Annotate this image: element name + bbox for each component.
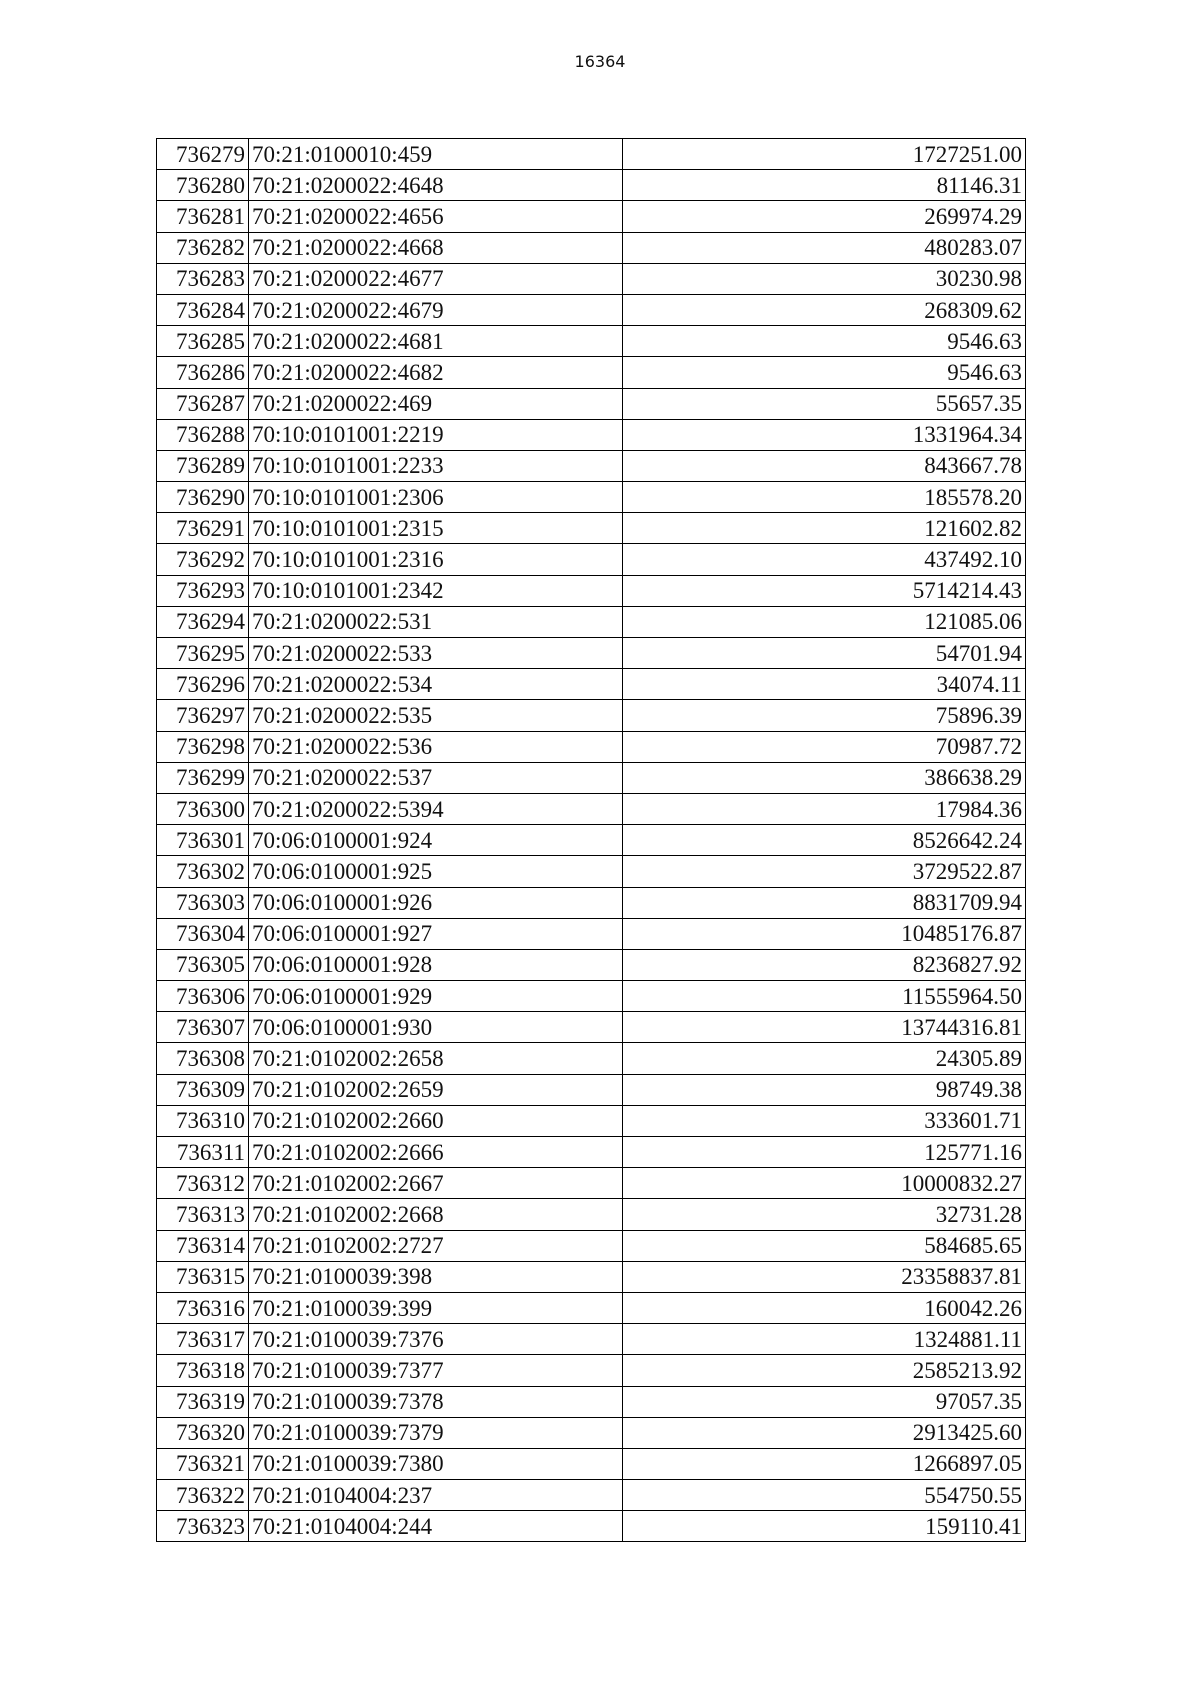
cadastral-value-cell: 9546.63 xyxy=(623,357,1026,388)
table-row xyxy=(157,949,1026,980)
cadastral-value-cell: 11555964.50 xyxy=(623,981,1026,1012)
cadastral-number-cell: 70:06:0100001:927 xyxy=(249,918,623,949)
row-number-cell: 736311 xyxy=(157,1137,249,1168)
table-row xyxy=(157,201,1026,232)
table-row xyxy=(157,1511,1026,1542)
table-row xyxy=(157,638,1026,669)
cadastral-value-cell: 437492.10 xyxy=(623,544,1026,575)
cadastral-value-cell: 17984.36 xyxy=(623,793,1026,824)
cadastral-value-cell: 24305.89 xyxy=(623,1043,1026,1074)
row-number-cell: 736319 xyxy=(157,1386,249,1417)
cadastral-number-cell: 70:21:0200022:537 xyxy=(249,762,623,793)
table-row xyxy=(157,1137,1026,1168)
row-number-cell: 736301 xyxy=(157,825,249,856)
cadastral-number-cell: 70:21:0102002:2660 xyxy=(249,1105,623,1136)
row-number-cell: 736317 xyxy=(157,1324,249,1355)
row-number-cell: 736323 xyxy=(157,1511,249,1542)
cadastral-number-cell: 70:21:0104004:237 xyxy=(249,1480,623,1511)
row-number-cell: 736296 xyxy=(157,669,249,700)
table-row xyxy=(157,170,1026,201)
table-row xyxy=(157,450,1026,481)
row-number-cell: 736285 xyxy=(157,326,249,357)
row-number-cell: 736321 xyxy=(157,1448,249,1479)
row-number-cell: 736279 xyxy=(157,139,249,170)
cadastral-value-cell: 2913425.60 xyxy=(623,1417,1026,1448)
row-number-cell: 736310 xyxy=(157,1105,249,1136)
cadastral-value-cell: 8831709.94 xyxy=(623,887,1026,918)
page-number: 16364 xyxy=(574,52,626,71)
cadastral-number-cell: 70:21:0102002:2668 xyxy=(249,1199,623,1230)
row-number-cell: 736291 xyxy=(157,513,249,544)
cadastral-value-cell: 55657.35 xyxy=(623,388,1026,419)
cadastral-number-cell: 70:10:0101001:2316 xyxy=(249,544,623,575)
cadastral-number-cell: 70:21:0200022:5394 xyxy=(249,793,623,824)
cadastral-number-cell: 70:21:0200022:536 xyxy=(249,731,623,762)
cadastral-number-cell: 70:10:0101001:2306 xyxy=(249,482,623,513)
cadastral-number-cell: 70:06:0100001:925 xyxy=(249,856,623,887)
row-number-cell: 736316 xyxy=(157,1292,249,1323)
cadastral-number-cell: 70:21:0200022:4668 xyxy=(249,232,623,263)
cadastral-number-cell: 70:21:0200022:4656 xyxy=(249,201,623,232)
row-number-cell: 736305 xyxy=(157,949,249,980)
cadastral-value-cell: 185578.20 xyxy=(623,482,1026,513)
cadastral-value-cell: 97057.35 xyxy=(623,1386,1026,1417)
row-number-cell: 736306 xyxy=(157,981,249,1012)
table-row xyxy=(157,139,1026,170)
row-number-cell: 736282 xyxy=(157,232,249,263)
row-number-cell: 736297 xyxy=(157,700,249,731)
row-number-cell: 736286 xyxy=(157,357,249,388)
cadastral-number-cell: 70:21:0200022:4681 xyxy=(249,326,623,357)
cadastral-number-cell: 70:21:0100010:459 xyxy=(249,139,623,170)
row-number-cell: 736322 xyxy=(157,1480,249,1511)
cadastral-value-cell: 584685.65 xyxy=(623,1230,1026,1261)
row-number-cell: 736313 xyxy=(157,1199,249,1230)
table-row xyxy=(157,388,1026,419)
row-number-cell: 736307 xyxy=(157,1012,249,1043)
cadastral-value-cell: 23358837.81 xyxy=(623,1261,1026,1292)
cadastral-number-cell: 70:06:0100001:924 xyxy=(249,825,623,856)
row-number-cell: 736320 xyxy=(157,1417,249,1448)
row-number-cell: 736288 xyxy=(157,419,249,450)
cadastral-number-cell: 70:21:0102002:2727 xyxy=(249,1230,623,1261)
table-row xyxy=(157,513,1026,544)
cadastral-value-cell: 98749.38 xyxy=(623,1074,1026,1105)
cadastral-number-cell: 70:06:0100001:928 xyxy=(249,949,623,980)
row-number-cell: 736294 xyxy=(157,606,249,637)
cadastral-number-cell: 70:21:0100039:398 xyxy=(249,1261,623,1292)
table-row xyxy=(157,1261,1026,1292)
table-row xyxy=(157,731,1026,762)
cadastral-value-cell: 1727251.00 xyxy=(623,139,1026,170)
table-row xyxy=(157,762,1026,793)
row-number-cell: 736292 xyxy=(157,544,249,575)
row-number-cell: 736308 xyxy=(157,1043,249,1074)
table-row xyxy=(157,1324,1026,1355)
table-row xyxy=(157,1230,1026,1261)
table-row xyxy=(157,1448,1026,1479)
cadastral-number-cell: 70:10:0101001:2219 xyxy=(249,419,623,450)
cadastral-value-cell: 2585213.92 xyxy=(623,1355,1026,1386)
cadastral-number-cell: 70:10:0101001:2233 xyxy=(249,450,623,481)
table-row xyxy=(157,1074,1026,1105)
cadastral-number-cell: 70:21:0100039:7377 xyxy=(249,1355,623,1386)
table-row xyxy=(157,294,1026,325)
table-row xyxy=(157,606,1026,637)
table-row xyxy=(157,918,1026,949)
cadastral-number-cell: 70:21:0100039:7376 xyxy=(249,1324,623,1355)
table-row xyxy=(157,326,1026,357)
table-row xyxy=(157,669,1026,700)
table-row xyxy=(157,482,1026,513)
row-number-cell: 736284 xyxy=(157,294,249,325)
cadastral-value-cell: 480283.07 xyxy=(623,232,1026,263)
cadastral-number-cell: 70:21:0200022:4679 xyxy=(249,294,623,325)
cadastral-value-cell: 54701.94 xyxy=(623,638,1026,669)
table-row xyxy=(157,1012,1026,1043)
cadastral-number-cell: 70:10:0101001:2342 xyxy=(249,575,623,606)
cadastral-value-cell: 1266897.05 xyxy=(623,1448,1026,1479)
table-row xyxy=(157,1168,1026,1199)
cadastral-value-cell: 70987.72 xyxy=(623,731,1026,762)
cadastral-number-cell: 70:06:0100001:926 xyxy=(249,887,623,918)
cadastral-value-cell: 34074.11 xyxy=(623,669,1026,700)
cadastral-number-cell: 70:21:0200022:534 xyxy=(249,669,623,700)
cadastral-number-cell: 70:21:0200022:4682 xyxy=(249,357,623,388)
cadastral-number-cell: 70:21:0100039:7380 xyxy=(249,1448,623,1479)
row-number-cell: 736318 xyxy=(157,1355,249,1386)
row-number-cell: 736280 xyxy=(157,170,249,201)
cadastral-number-cell: 70:21:0200022:4677 xyxy=(249,263,623,294)
table-row xyxy=(157,232,1026,263)
cadastral-value-cell: 3729522.87 xyxy=(623,856,1026,887)
cadastral-value-cell: 8526642.24 xyxy=(623,825,1026,856)
row-number-cell: 736302 xyxy=(157,856,249,887)
table-row xyxy=(157,1355,1026,1386)
table-row xyxy=(157,263,1026,294)
cadastral-number-cell: 70:21:0102002:2658 xyxy=(249,1043,623,1074)
table-row xyxy=(157,575,1026,606)
cadastral-value-cell: 386638.29 xyxy=(623,762,1026,793)
cadastral-value-cell: 5714214.43 xyxy=(623,575,1026,606)
cadastral-value-cell: 554750.55 xyxy=(623,1480,1026,1511)
cadastral-value-cell: 125771.16 xyxy=(623,1137,1026,1168)
cadastral-value-cell: 10485176.87 xyxy=(623,918,1026,949)
table-row xyxy=(157,981,1026,1012)
row-number-cell: 736290 xyxy=(157,482,249,513)
cadastral-number-cell: 70:21:0104004:244 xyxy=(249,1511,623,1542)
cadastral-number-cell: 70:21:0102002:2659 xyxy=(249,1074,623,1105)
table-row xyxy=(157,1105,1026,1136)
table-row xyxy=(157,419,1026,450)
cadastral-value-cell: 160042.26 xyxy=(623,1292,1026,1323)
cadastral-number-cell: 70:21:0102002:2667 xyxy=(249,1168,623,1199)
cadastral-number-cell: 70:21:0100039:7379 xyxy=(249,1417,623,1448)
cadastral-value-cell: 333601.71 xyxy=(623,1105,1026,1136)
cadastral-value-table xyxy=(156,138,1026,1542)
table-row xyxy=(157,357,1026,388)
table-row xyxy=(157,887,1026,918)
row-number-cell: 736314 xyxy=(157,1230,249,1261)
cadastral-number-cell: 70:21:0200022:535 xyxy=(249,700,623,731)
row-number-cell: 736299 xyxy=(157,762,249,793)
table-row xyxy=(157,1417,1026,1448)
cadastral-number-cell: 70:10:0101001:2315 xyxy=(249,513,623,544)
row-number-cell: 736295 xyxy=(157,638,249,669)
table-row xyxy=(157,1292,1026,1323)
table-row xyxy=(157,1043,1026,1074)
cadastral-value-cell: 10000832.27 xyxy=(623,1168,1026,1199)
cadastral-value-cell: 81146.31 xyxy=(623,170,1026,201)
cadastral-number-cell: 70:21:0200022:4648 xyxy=(249,170,623,201)
cadastral-value-cell: 159110.41 xyxy=(623,1511,1026,1542)
cadastral-number-cell: 70:21:0200022:531 xyxy=(249,606,623,637)
table-row xyxy=(157,793,1026,824)
cadastral-number-cell: 70:21:0102002:2666 xyxy=(249,1137,623,1168)
cadastral-number-cell: 70:06:0100001:930 xyxy=(249,1012,623,1043)
row-number-cell: 736283 xyxy=(157,263,249,294)
cadastral-number-cell: 70:21:0200022:469 xyxy=(249,388,623,419)
table-row xyxy=(157,1199,1026,1230)
cadastral-value-cell: 32731.28 xyxy=(623,1199,1026,1230)
row-number-cell: 736298 xyxy=(157,731,249,762)
cadastral-number-cell: 70:21:0100039:399 xyxy=(249,1292,623,1323)
table-row xyxy=(157,700,1026,731)
row-number-cell: 736309 xyxy=(157,1074,249,1105)
row-number-cell: 736312 xyxy=(157,1168,249,1199)
row-number-cell: 736315 xyxy=(157,1261,249,1292)
cadastral-value-cell: 268309.62 xyxy=(623,294,1026,325)
cadastral-value-cell: 1331964.34 xyxy=(623,419,1026,450)
table-body xyxy=(157,139,1026,1542)
row-number-cell: 736303 xyxy=(157,887,249,918)
table-row xyxy=(157,544,1026,575)
row-number-cell: 736289 xyxy=(157,450,249,481)
cadastral-number-cell: 70:06:0100001:929 xyxy=(249,981,623,1012)
cadastral-value-cell: 30230.98 xyxy=(623,263,1026,294)
cadastral-number-cell: 70:21:0200022:533 xyxy=(249,638,623,669)
cadastral-value-cell: 75896.39 xyxy=(623,700,1026,731)
row-number-cell: 736300 xyxy=(157,793,249,824)
table-row xyxy=(157,856,1026,887)
cadastral-value-cell: 9546.63 xyxy=(623,326,1026,357)
row-number-cell: 736281 xyxy=(157,201,249,232)
cadastral-value-cell: 121602.82 xyxy=(623,513,1026,544)
row-number-cell: 736293 xyxy=(157,575,249,606)
cadastral-number-cell: 70:21:0100039:7378 xyxy=(249,1386,623,1417)
table-row xyxy=(157,1480,1026,1511)
cadastral-value-cell: 13744316.81 xyxy=(623,1012,1026,1043)
row-number-cell: 736304 xyxy=(157,918,249,949)
cadastral-value-cell: 843667.78 xyxy=(623,450,1026,481)
cadastral-value-cell: 8236827.92 xyxy=(623,949,1026,980)
cadastral-value-cell: 121085.06 xyxy=(623,606,1026,637)
row-number-cell: 736287 xyxy=(157,388,249,419)
cadastral-value-cell: 269974.29 xyxy=(623,201,1026,232)
cadastral-value-cell: 1324881.11 xyxy=(623,1324,1026,1355)
table-row xyxy=(157,825,1026,856)
table-row xyxy=(157,1386,1026,1417)
